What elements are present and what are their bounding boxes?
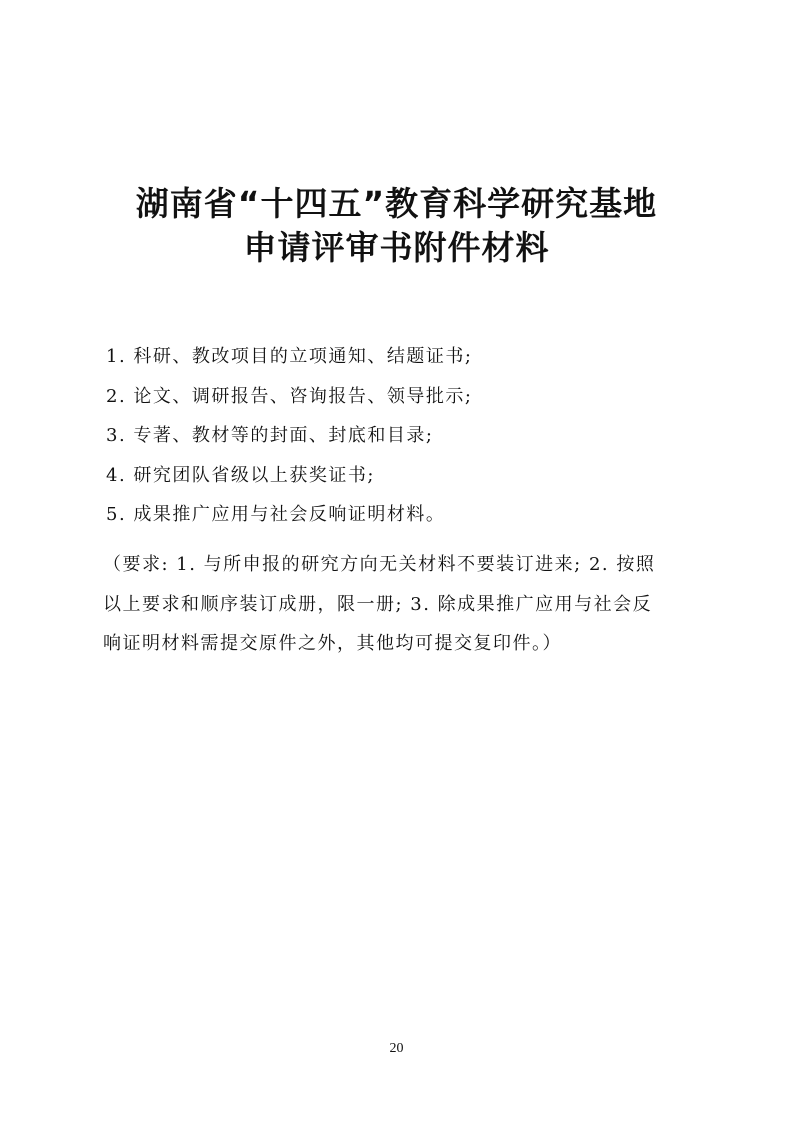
requirements-note (103, 545, 703, 664)
requirements-note-line: （要求: 1. 与所申报的研究方向无关材料不要装订进来; 2. 按照 (103, 554, 656, 575)
page-number: 20 (389, 1041, 404, 1056)
document-title-line-1: 湖南省“十四五”教育科学研究基地 (135, 184, 658, 223)
list-item: 3. 专著、教材等的封面、封底和目录; (106, 425, 434, 446)
requirements-note-line: 响证明材料需提交原件之外，其他均可提交复印件。） (103, 633, 562, 654)
list-item: 5. 成果推广应用与社会反响证明材料。 (106, 504, 446, 525)
list-item: 4. 研究团队省级以上获奖证书; (106, 464, 375, 486)
requirements-note-line: 以上要求和顺序装订成册，限一册; 3. 除成果推广应用与社会反 (103, 593, 653, 615)
list-item: 1. 科研、教改项目的立项通知、结题证书; (106, 346, 473, 367)
list-item: 2. 论文、调研报告、咨询报告、领导批示; (106, 385, 473, 407)
document-title-line-2: 申请评审书附件材料 (243, 228, 550, 267)
attachment-list (106, 345, 706, 543)
